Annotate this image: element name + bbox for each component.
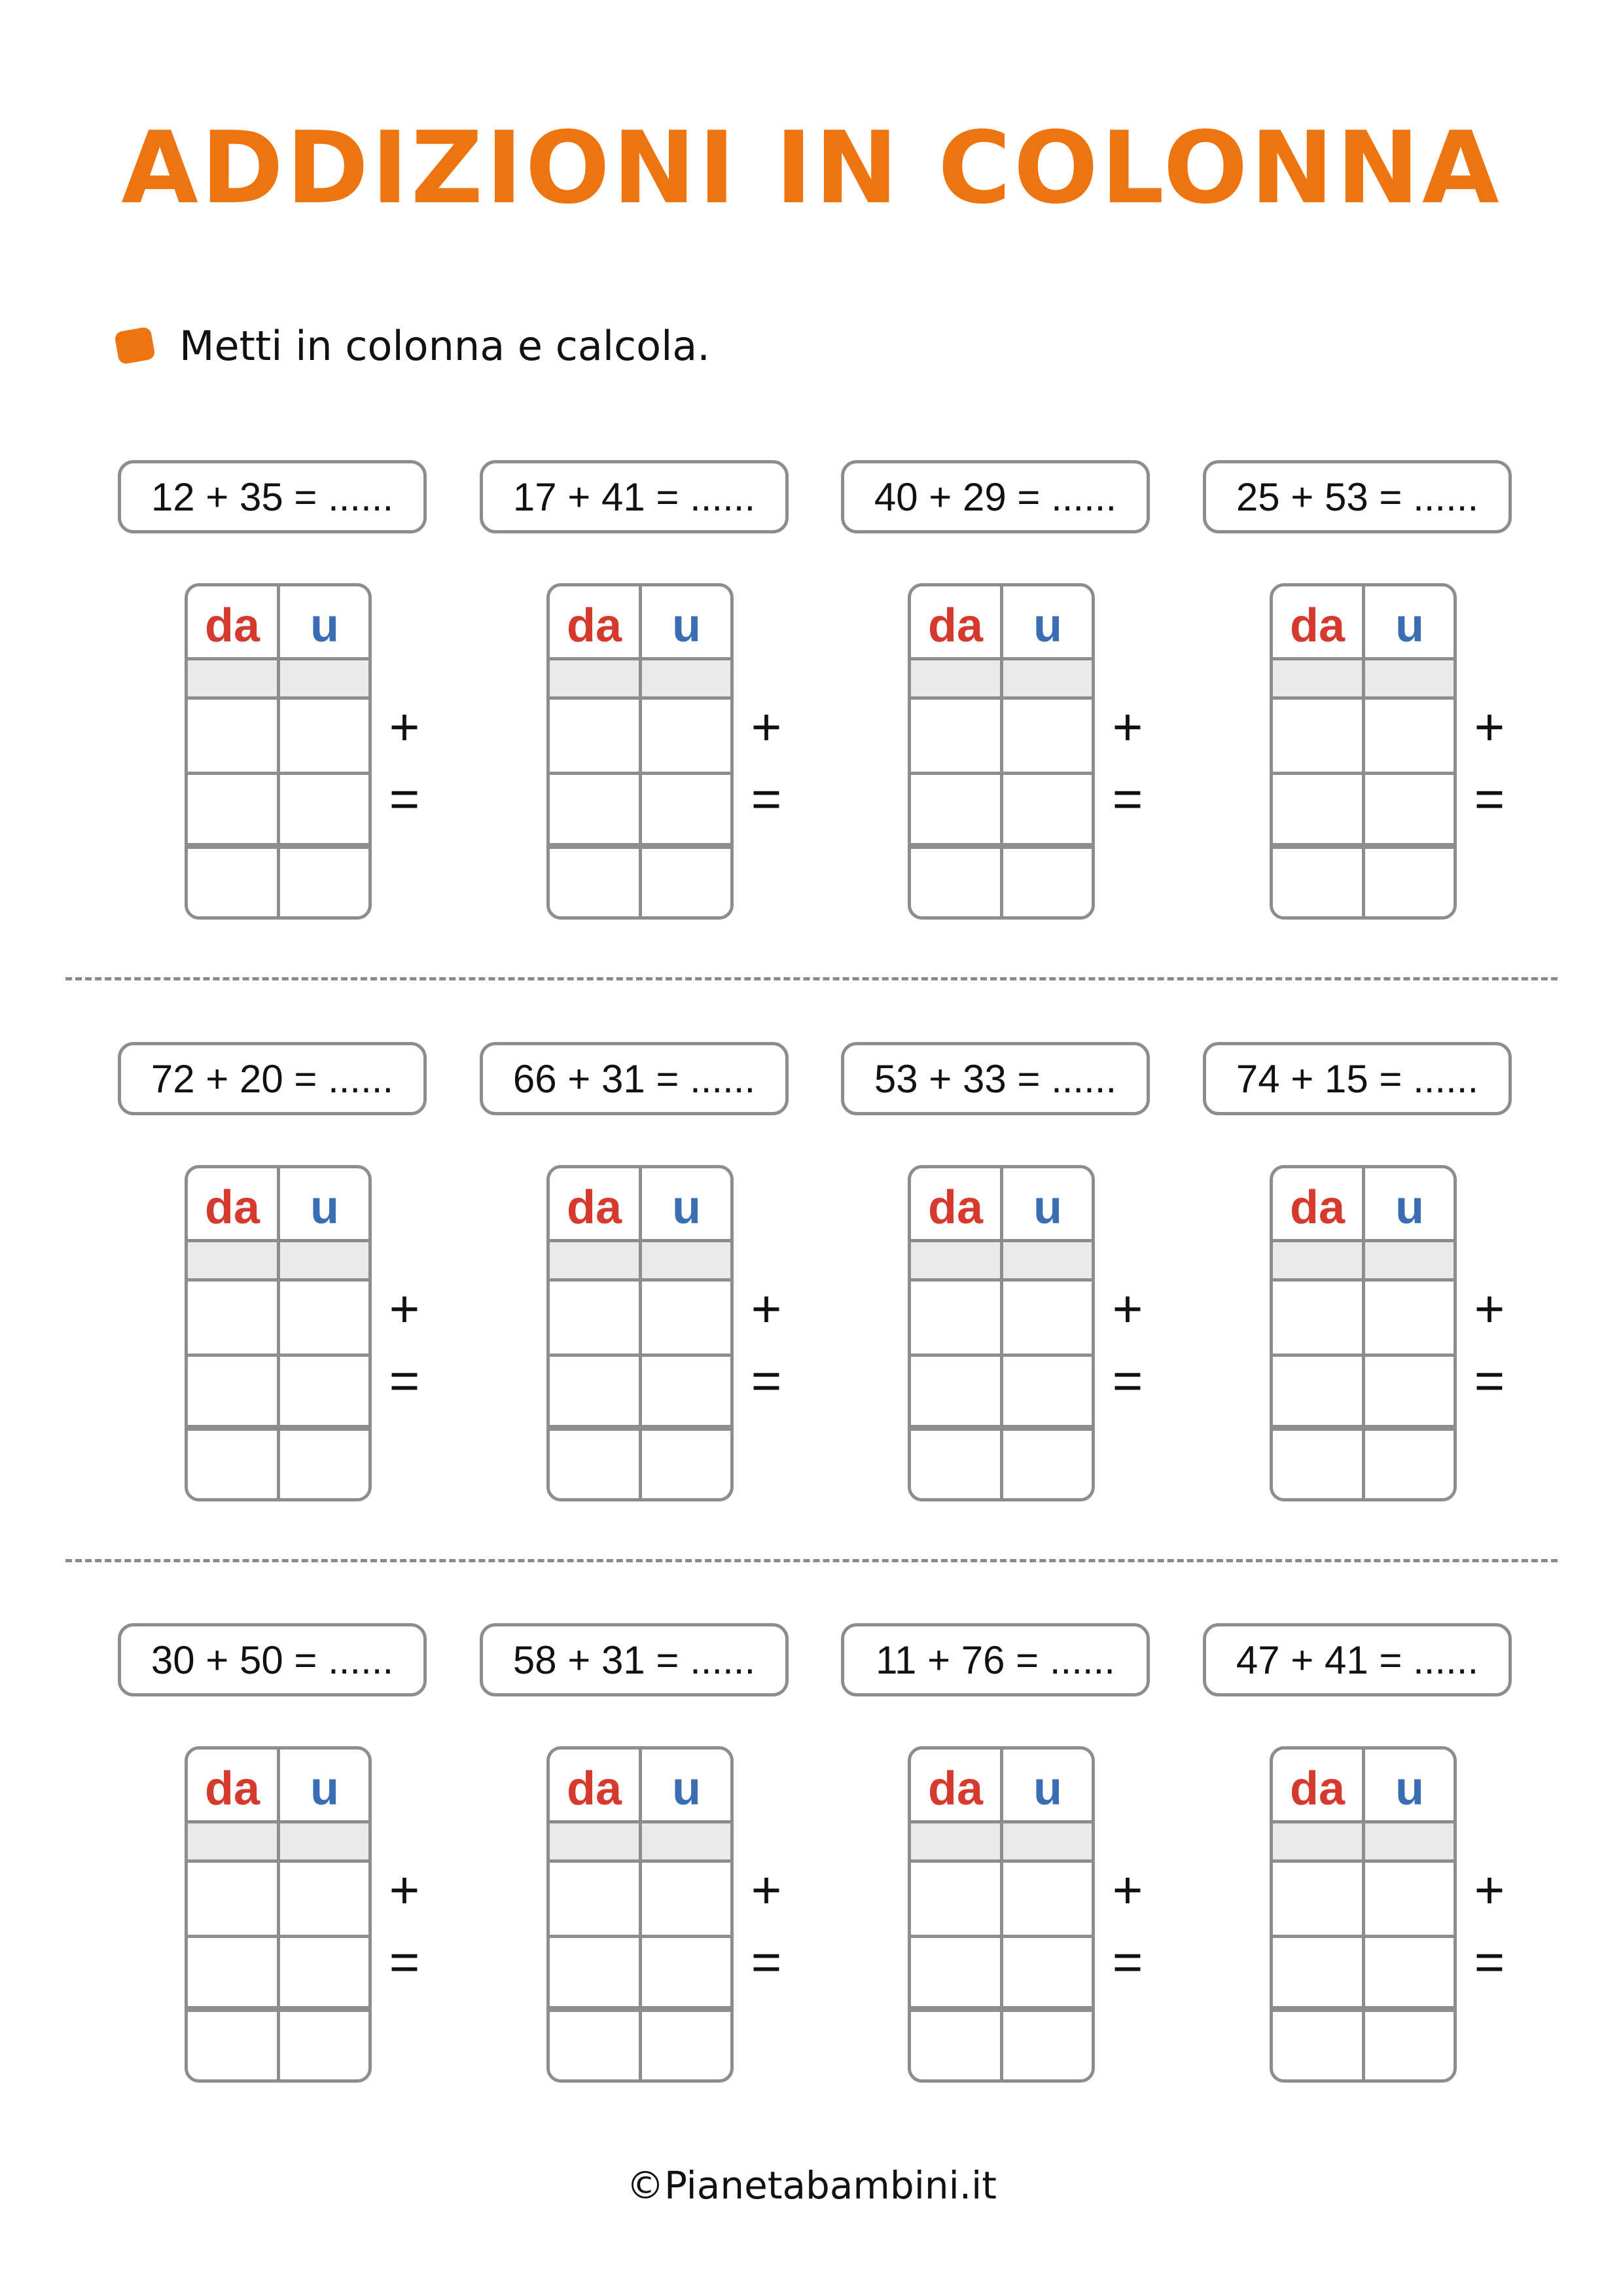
row-line (1273, 1278, 1454, 1282)
result-line (911, 1425, 1092, 1431)
plus-sign: + (1112, 698, 1143, 756)
column-grid (1270, 583, 1457, 920)
result-line (1273, 2006, 1454, 2012)
exercise-expression: 72 + 20 = ...... (118, 1042, 427, 1115)
row-line (188, 1935, 368, 1938)
column-grid (1270, 1746, 1457, 2083)
result-line (550, 843, 730, 849)
result-line (188, 1425, 368, 1431)
header-tens: da (1289, 600, 1346, 652)
result-line (911, 2006, 1092, 2012)
row-line (188, 696, 368, 700)
exercise-expression: 47 + 41 = ...... (1203, 1623, 1512, 1696)
result-line (550, 2006, 730, 2012)
column-grid (546, 1165, 734, 1501)
column-grid (546, 583, 734, 920)
row-line (1273, 1935, 1454, 1938)
row-line (911, 696, 1092, 700)
row-line (911, 772, 1092, 775)
plus-sign: + (389, 1861, 420, 1919)
row-line (911, 1859, 1092, 1863)
plus-sign: + (389, 1280, 420, 1338)
plus-sign: + (751, 1280, 782, 1338)
plus-sign: + (1112, 1861, 1143, 1919)
equals-sign: = (1112, 1933, 1143, 1991)
header-units: u (1033, 1763, 1062, 1815)
header-units: u (672, 1763, 701, 1815)
row-line (1273, 772, 1454, 775)
equals-sign: = (1112, 770, 1143, 828)
exercise-expression: 17 + 41 = ...... (480, 460, 789, 533)
equals-sign: = (389, 1352, 420, 1410)
result-line (188, 2006, 368, 2012)
header-units: u (1395, 600, 1424, 652)
row-line (550, 772, 730, 775)
header-units: u (310, 1181, 339, 1234)
header-units: u (1033, 1181, 1062, 1234)
row-line (911, 1935, 1092, 1938)
exercise-expression: 25 + 53 = ...... (1203, 460, 1512, 533)
plus-sign: + (389, 698, 420, 756)
column-grid (546, 1746, 734, 2083)
exercise-expression: 66 + 31 = ...... (480, 1042, 789, 1115)
header-units: u (310, 600, 339, 652)
row-line (911, 1278, 1092, 1282)
row-line (188, 772, 368, 775)
column-grid (185, 1165, 372, 1501)
equals-sign: = (1474, 770, 1505, 828)
header-units: u (1033, 600, 1062, 652)
row-separator (65, 977, 1558, 980)
header-units: u (672, 600, 701, 652)
equals-sign: = (1474, 1352, 1505, 1410)
exercise-expression: 40 + 29 = ...... (841, 460, 1150, 533)
header-units: u (1395, 1763, 1424, 1815)
equals-sign: = (751, 1352, 782, 1410)
equals-sign: = (751, 770, 782, 828)
exercise-expression: 53 + 33 = ...... (841, 1042, 1150, 1115)
plus-sign: + (1474, 1280, 1505, 1338)
plus-sign: + (751, 1861, 782, 1919)
row-line (550, 1278, 730, 1282)
bullet-icon (114, 327, 156, 365)
header-units: u (1395, 1181, 1424, 1234)
copyright-footer: ©Pianetabambini.it (626, 2163, 997, 2208)
exercise-expression: 11 + 76 = ...... (841, 1623, 1150, 1696)
plus-sign: + (1474, 1861, 1505, 1919)
column-grid (908, 1165, 1095, 1501)
header-tens: da (927, 1181, 984, 1234)
row-line (550, 1354, 730, 1357)
column-grid (185, 1746, 372, 2083)
instruction (116, 319, 710, 372)
column-grid (185, 583, 372, 920)
row-line (1273, 1859, 1454, 1863)
header-tens: da (566, 600, 622, 652)
header-tens: da (204, 1763, 260, 1815)
header-tens: da (1289, 1181, 1346, 1234)
row-separator (65, 1559, 1558, 1562)
column-grid (1270, 1165, 1457, 1501)
plus-sign: + (1474, 698, 1505, 756)
exercise-expression: 74 + 15 = ...... (1203, 1042, 1512, 1115)
instruction-text: Metti in colonna e calcola. (179, 321, 710, 370)
exercise-expression: 30 + 50 = ...... (118, 1623, 427, 1696)
result-line (911, 843, 1092, 849)
equals-sign: = (389, 770, 420, 828)
row-line (1273, 696, 1454, 700)
row-line (1273, 1354, 1454, 1357)
exercise-expression: 58 + 31 = ...... (480, 1623, 789, 1696)
result-line (1273, 1425, 1454, 1431)
equals-sign: = (1112, 1352, 1143, 1410)
column-grid (908, 583, 1095, 920)
result-line (1273, 843, 1454, 849)
row-line (188, 1278, 368, 1282)
row-line (550, 696, 730, 700)
header-units: u (672, 1181, 701, 1234)
page-title: ADDIZIONI IN COLONNA (121, 110, 1502, 226)
row-line (550, 1859, 730, 1863)
row-line (188, 1354, 368, 1357)
header-units: u (310, 1763, 339, 1815)
row-line (188, 1859, 368, 1863)
header-tens: da (927, 600, 984, 652)
row-line (911, 1354, 1092, 1357)
equals-sign: = (389, 1933, 420, 1991)
row-line (550, 1935, 730, 1938)
result-line (188, 843, 368, 849)
header-tens: da (204, 600, 260, 652)
header-tens: da (1289, 1763, 1346, 1815)
header-tens: da (566, 1181, 622, 1234)
header-tens: da (566, 1763, 622, 1815)
equals-sign: = (751, 1933, 782, 1991)
plus-sign: + (1112, 1280, 1143, 1338)
result-line (550, 1425, 730, 1431)
plus-sign: + (751, 698, 782, 756)
exercise-expression: 12 + 35 = ...... (118, 460, 427, 533)
header-tens: da (204, 1181, 260, 1234)
equals-sign: = (1474, 1933, 1505, 1991)
column-grid (908, 1746, 1095, 2083)
header-tens: da (927, 1763, 984, 1815)
